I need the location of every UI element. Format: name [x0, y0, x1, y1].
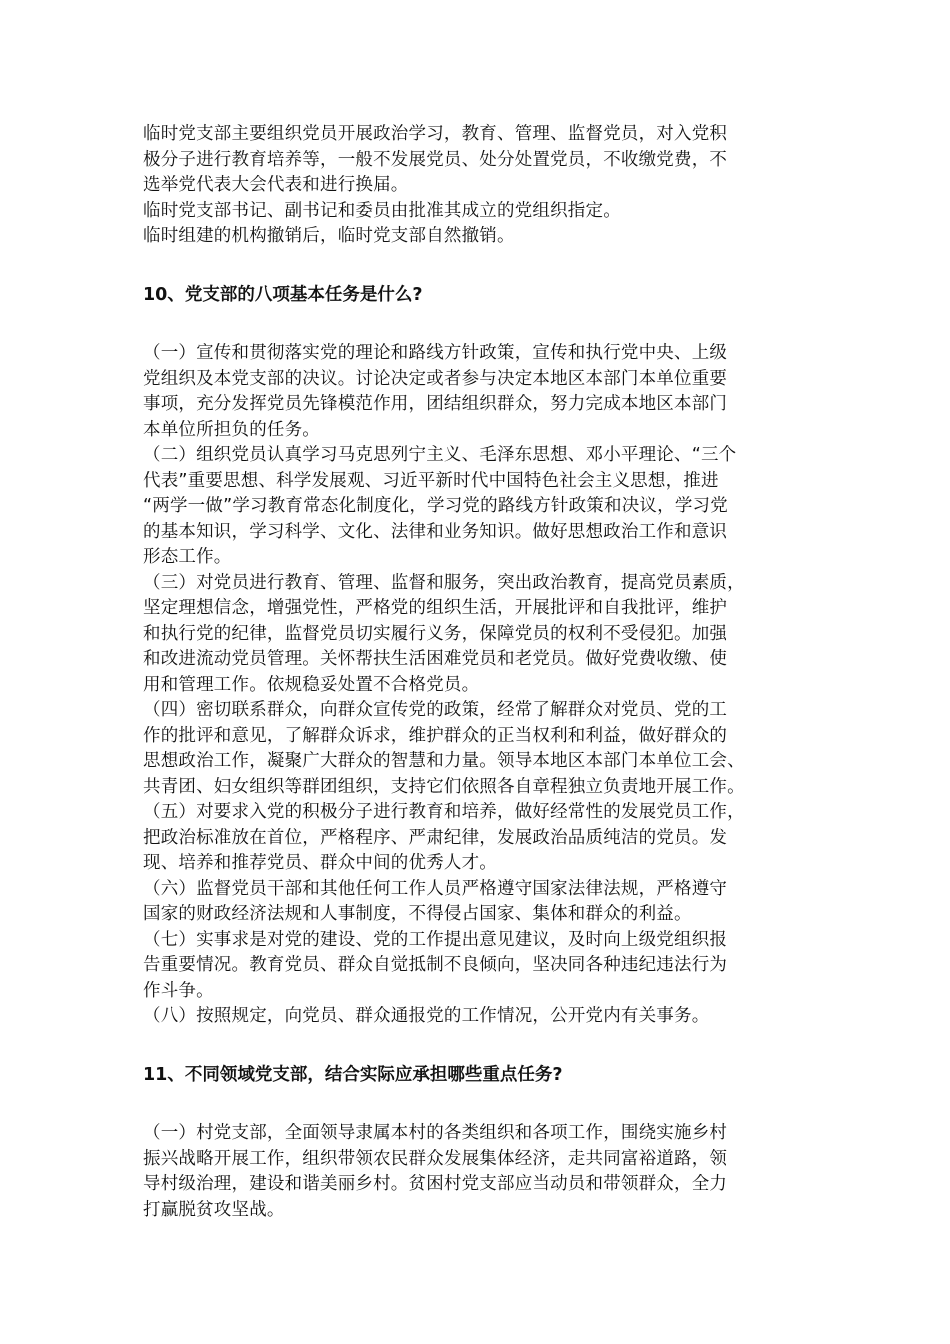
text-line: “两学一做”学习教育常态化制度化，学习党的路线方针政策和决议，学习党 [143, 496, 728, 516]
text-line: 临时党支部书记、副书记和委员由批准其成立的党组织指定。 [143, 200, 621, 221]
text-line: 极分子进行教育培养等，一般不发展党员、处分处置党员，不收缴党费，不 [143, 149, 728, 170]
text-line: 用和管理工作。依规稳妥处置不合格党员。 [143, 674, 480, 695]
text-line: 把政治标准放在首位，严格程序、严肃纪律，发展政治品质纯洁的党员。发 [143, 827, 728, 848]
text-line: 临时党支部主要组织党员开展政治学习，教育、管理、监督党员，对入党积 [143, 124, 728, 144]
section-11-body [143, 1121, 813, 1223]
text-line: 代表”重要思想、科学发展观、习近平新时代中国特色社会主义思想，推进 [143, 470, 719, 491]
section-11-heading: 11、不同领域党支部，结合实际应承担哪些重点任务? [143, 1064, 563, 1085]
text-line: 导村级治理，建设和谐美丽乡村。贫困村党支部应当动员和带领群众，全力 [143, 1174, 728, 1194]
text-line: 事项，充分发挥党员先锋模范作用，团结组织群众，努力完成本地区本部门 [143, 394, 728, 414]
text-line: 国家的财政经济法规和人事制度，不得侵占国家、集体和群众的利益。 [143, 904, 692, 924]
text-line: （六）监督党员干部和其他任何工作人员严格遵守国家法律法规，严格遵守 [143, 878, 728, 899]
text-line: 告重要情况。教育党员、群众自觉抵制不良倾向，坚决同各种违纪违法行为 [143, 955, 728, 975]
text-line: （五）对要求入党的积极分子进行教育和培养，做好经常性的发展党员工作， [143, 802, 745, 822]
text-line: 共青团、妇女组织等群团组织，支持它们依照各自章程独立负责地开展工作。 [143, 776, 745, 797]
intro-paragraph [143, 122, 813, 250]
section-10-heading: 10、党支部的八项基本任务是什么? [143, 284, 423, 305]
text-line: 临时组建的机构撤销后，临时党支部自然撤销。 [143, 226, 515, 246]
text-line: 作的批评和意见，了解群众诉求，维护群众的正当权利和利益，做好群众的 [143, 725, 728, 746]
text-line: 坚定理想信念，增强党性，严格党的组织生活，开展批评和自我批评，维护 [143, 598, 728, 618]
text-line: （一）村党支部，全面领导隶属本村的各类组织和各项工作，围绕实施乡村 [143, 1123, 728, 1143]
text-line: （二）组织党员认真学习马克思列宁主义、毛泽东思想、邓小平理论、“三个 [143, 445, 737, 465]
text-line: 现、培养和推荐党员、群众中间的优秀人才。 [143, 853, 497, 873]
text-line: （七）实事求是对党的建设、党的工作提出意见建议，及时向上级党组织报 [143, 929, 728, 950]
text-line: 和改进流动党员管理。关怀帮扶生活困难党员和老党员。做好党费收缴、使 [143, 649, 728, 669]
section-10-body [143, 341, 813, 1030]
text-line: 和执行党的纪律，监督党员切实履行义务，保障党员的权利不受侵犯。加强 [143, 623, 728, 644]
document-page [143, 122, 813, 1223]
text-line: （一）宣传和贯彻落实党的理论和路线方针政策，宣传和执行党中央、上级 [143, 343, 728, 363]
text-line: 打赢脱贫攻坚战。 [143, 1199, 285, 1220]
text-line: 党组织及本党支部的决议。讨论决定或者参与决定本地区本部门本单位重要 [143, 368, 728, 389]
text-line: 作斗争。 [143, 980, 214, 1001]
text-line: 的基本知识，学习科学、文化、法律和业务知识。做好思想政治工作和意识 [143, 521, 728, 542]
text-line: （八）按照规定，向党员、群众通报党的工作情况，公开党内有关事务。 [143, 1006, 710, 1026]
text-line: （四）密切联系群众，向群众宣传党的政策，经常了解群众对党员、党的工 [143, 700, 728, 720]
text-line: 选举党代表大会代表和进行换届。 [143, 175, 409, 195]
text-line: 形态工作。 [143, 547, 232, 567]
text-line: （三）对党员进行教育、管理、监督和服务，突出政治教育，提高党员素质， [143, 572, 745, 593]
text-line: 思想政治工作，凝聚广大群众的智慧和力量。领导本地区本部门本单位工会、 [143, 751, 745, 771]
text-line: 振兴战略开展工作，组织带领农民群众发展集体经济，走共同富裕道路，领 [143, 1148, 728, 1169]
text-line: 本单位所担负的任务。 [143, 419, 320, 440]
